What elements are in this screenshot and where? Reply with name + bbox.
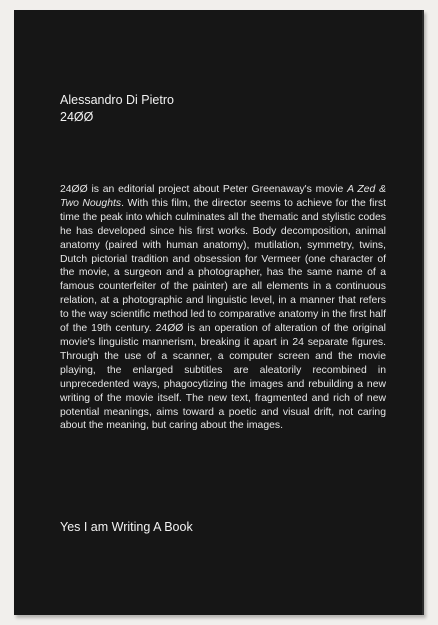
author-name: Alessandro Di Pietro — [60, 93, 174, 107]
publisher-name: Yes I am Writing A Book — [60, 520, 193, 534]
description-text-1: is an editorial project about Peter Greenaway's movie — [87, 184, 348, 195]
description-text-2: . With this film, the director seems to achieve for the first time the peak into which culminates all the thematic and stylistic codes he has developed since his first works. Body decomposition, animal anatomy (paired with human anatomy), mutilation, symmetry, twins, Dutch pictorial tradition and obsession for Vermeer (one character of the movie, a surgeon and a photographer, has the same name of a famous counterfeiter of the painter) are all elements in a continuous relation, at a photographic and linguistic level, in a manner that refers to the way scientific method led to comparative anatomy in the first half of the 19th century. 24ØØ is an operation of alteration of the original movie's linguistic mannerism, breaking it apart in 24 separate figures. Through the use of a scanner, a computer screen and the movie playing, the enlarged subtitles are aleatorily recombined in unprecedented ways, phagocytizing the images and rebuilding a new writing of the movie itself. The new text, fragmented and rich of new potential meanings, aims toward a poetic and visual drift, not caring about the meaning, but caring about the images. — [60, 197, 387, 432]
film-title: A Zed & Two Noughts — [60, 184, 386, 209]
description-title-ref: 24ØØ — [60, 184, 88, 195]
book-title: 24ØØ — [60, 110, 94, 124]
cover-edge — [422, 10, 424, 615]
book-description — [60, 183, 386, 433]
book-back-cover — [14, 10, 424, 615]
